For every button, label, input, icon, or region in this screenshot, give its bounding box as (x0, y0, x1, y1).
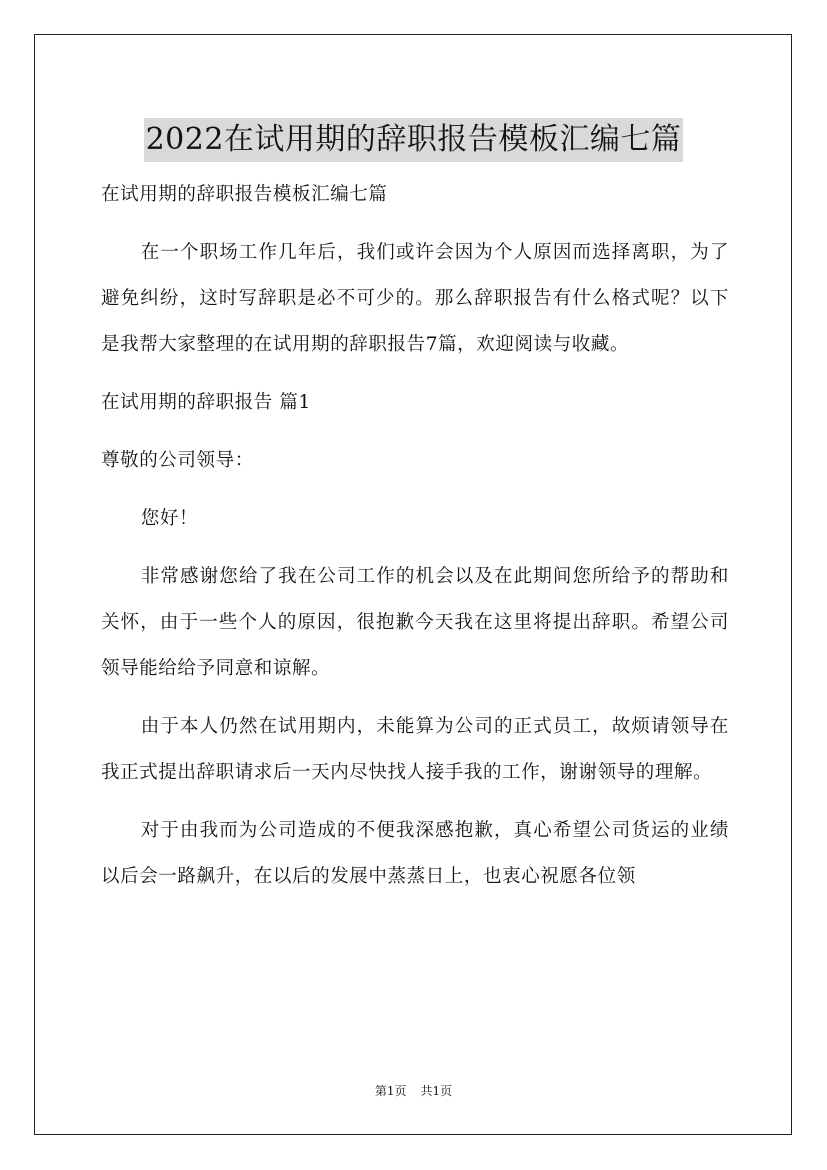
page-total: 共1页 (420, 1084, 453, 1098)
intro-paragraph: 在一个职场工作几年后，我们或许会因为个人原因而选择离职，为了避免纠纷，这时写辞职是必不可少的。那么辞职报告有什么格式呢？以下是我帮大家整理的在试用期的辞职报告7篇，欢迎阅读与收藏。 (101, 242, 729, 355)
section-heading: 在试用期的辞职报告 篇1 (101, 392, 311, 413)
body-paragraph: 对于由我而为公司造成的不便我深感抱歉，真心希望公司货运的业绩以后会一路飙升，在以后的发展中蒸蒸日上，也衷心祝愿各位领 (101, 820, 729, 887)
body-paragraph: 由于本人仍然在试用期内，未能算为公司的正式员工，故烦请领导在我正式提出辞职请求后一天内尽快找人接手我的工作，谢谢领导的理解。 (101, 716, 729, 783)
body-paragraph: 非常感谢您给了我在公司工作的机会以及在此期间您所给予的帮助和关怀，由于一些个人的原因，很抱歉今天我在这里将提出辞职。希望公司领导能给给予同意和谅解。 (101, 566, 729, 679)
title-wrapper (0, 98, 827, 182)
document-body (101, 172, 729, 912)
document-title: 2022在试用期的辞职报告模板汇编七篇 (144, 118, 684, 162)
subtitle-line: 在试用期的辞职报告模板汇编七篇 (101, 184, 388, 205)
page-footer (0, 1083, 827, 1099)
salutation: 尊敬的公司领导： (101, 450, 254, 471)
greeting: 您好！ (140, 508, 199, 529)
page-number: 第1页 (374, 1084, 407, 1098)
